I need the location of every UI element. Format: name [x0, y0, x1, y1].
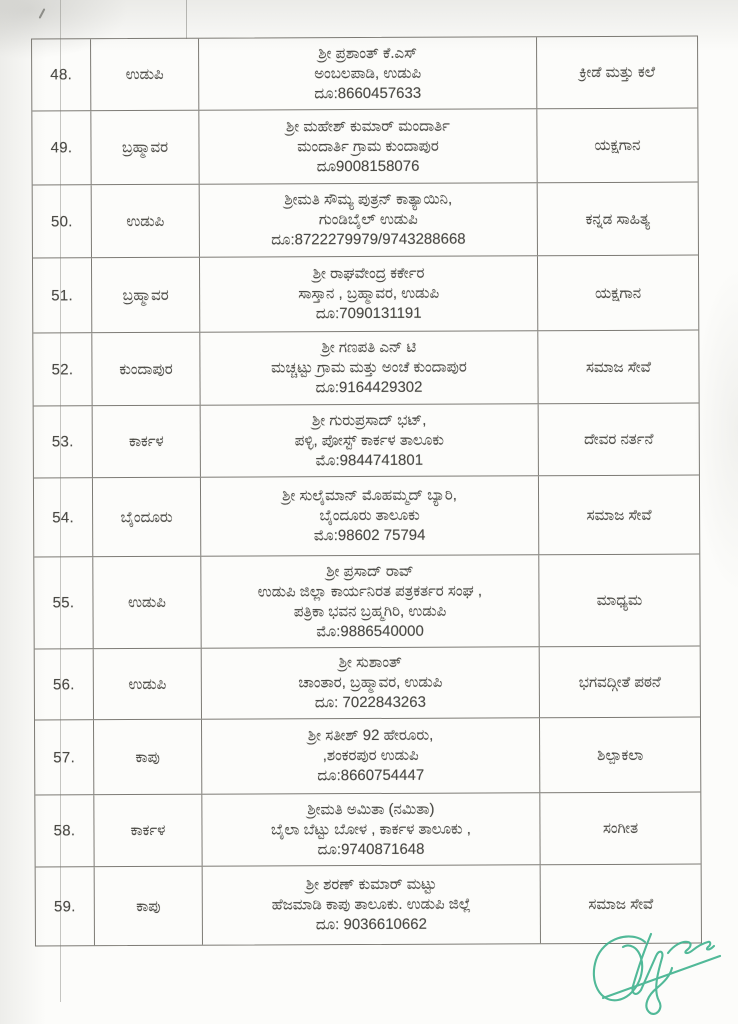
person-name: ಶ್ರೀ ಶರಣ್ ಕುಮಾರ್ ಮಟ್ಟು — [305, 875, 437, 894]
address-line: ಪತ್ರಿಕಾ ಭವನ ಬ್ರಹ್ಮಗಿರಿ, ಉಡುಪಿ — [293, 602, 447, 620]
details-cell — [199, 109, 537, 183]
table-row — [34, 555, 699, 650]
phone-line: ದೂ: 7022843263 — [314, 693, 426, 712]
serial-number-cell: 58. — [35, 795, 94, 866]
category-cell: ಕನ್ನಡ ಸಾಹಿತ್ಯ — [585, 210, 651, 228]
serial-number-cell: 48. — [32, 39, 91, 110]
address-line: ಬೈಂದೂರು ತಾಲೂಕು — [319, 506, 420, 525]
details-cell — [202, 647, 540, 718]
table-row — [35, 718, 700, 796]
details-cell — [201, 555, 539, 647]
address-line: ಮಚ್ಚಟ್ಟು ಗ್ರಾಮ ಮತ್ತು ಅಂಚೆ ಕುಂದಾಪುರ — [271, 358, 467, 377]
taluk-cell: ಉಡುಪಿ — [93, 557, 201, 648]
address-line: ,ಶಂಕರಪುರ ಉಡುಪಿ — [322, 746, 419, 765]
phone-line: ದೂ:8722279979/9743288668 — [271, 230, 466, 249]
person-name: ಶ್ರೀಮತಿ ಅಮಿತಾ (ನಮಿತಾ) — [307, 800, 435, 818]
address-line: ಸಾಸ್ತಾನ , ಬ್ರಹ್ಮಾವರ, ಉಡುಪಿ — [298, 284, 440, 303]
category-cell: ಮಾಧ್ಯಮ — [596, 591, 643, 609]
table-row — [33, 183, 698, 259]
person-name: ಶ್ರೀಮತಿ ಸೌಮ್ಯ ಪುತ್ರನ್ ಕಾತ್ಯಾಯಿನಿ, — [284, 190, 453, 209]
taluk-cell: ಕುಂದಾಪುರ — [92, 333, 200, 405]
phone-line: ದೂ9008158076 — [316, 157, 420, 175]
phone-line: ಮೊ:98602 75794 — [313, 526, 426, 545]
table-row — [34, 476, 699, 558]
person-name: ಶ್ರೀ ಗಣಪತಿ ಎನ್ ಟಿ — [321, 338, 417, 357]
details-cell — [203, 865, 541, 944]
phone-line: ಮೊ:9886540000 — [316, 622, 424, 640]
details-cell — [200, 331, 538, 404]
person-name: ಶ್ರೀ ಗುರುಪ್ರಸಾದ್ ಭಟ್, — [311, 411, 427, 429]
serial-number-cell: 56. — [35, 649, 94, 719]
taluk-cell: ಕಾರ್ಕಳ — [94, 795, 202, 866]
address-line: ಗುಂಡಿಬೈಲ್ ಉಡುಪಿ — [318, 210, 418, 229]
taluk-cell: ಕಾರ್ಕಳ — [93, 406, 201, 477]
person-name: ಶ್ರೀ ಸತೀಶ್ 92 ಹೇರೂರು, — [307, 726, 434, 745]
person-name: ಶ್ರೀ ಸುಶಾಂತ್ — [338, 653, 402, 672]
taluk-cell: ಬ್ರಹ್ಮಾವರ — [92, 258, 200, 332]
serial-number-cell: 53. — [34, 406, 93, 477]
details-cell — [199, 37, 537, 109]
phone-line: ದೂ:7090131191 — [315, 304, 422, 323]
person-name: ಶ್ರೀ ಸುಲೈಮಾನ್ ಮೊಹಮ್ಮದ್ ಬ್ಯಾರಿ, — [282, 486, 457, 505]
person-name: ಶ್ರೀ ರಾಘವೇಂದ್ರ ಕರ್ಕೇರ — [312, 264, 425, 283]
address-line: ಅಂಬಲಪಾಡಿ, ಉಡುಪಿ — [314, 64, 422, 82]
serial-number-cell: 55. — [34, 557, 93, 648]
category-cell: ಯಕ್ಷಗಾನ — [595, 284, 642, 302]
taluk-cell: ಉಡುಪಿ — [92, 185, 200, 257]
signature — [583, 916, 733, 1020]
taluk-cell: ಉಡುಪಿ — [94, 649, 202, 719]
table-row — [33, 331, 698, 407]
address-line: ಹೆಜಮಾಡಿ ಕಾಪು ತಾಲೂಕು. ಉಡುಪಿ ಜಿಲ್ಲೆ — [271, 895, 471, 914]
person-name: ಶ್ರೀ ಮಹೇಶ್ ಕುಮಾರ್ ಮಂದಾರ್ತಿ — [285, 117, 450, 135]
serial-number-cell: 50. — [33, 185, 92, 257]
details-cell — [201, 476, 539, 555]
taluk-cell: ಬೈಂದೂರು — [93, 478, 201, 556]
details-cell — [202, 718, 540, 793]
address-line: ಬೈಲಾ ಬೆಟ್ಟು ಬೋಳ , ಕಾರ್ಕಳ ತಾಲೂಕು , — [271, 820, 471, 838]
phone-line: ದೂ: 9036610662 — [315, 915, 427, 934]
taluk-cell: ಬ್ರಹ್ಮಾವರ — [91, 111, 199, 184]
details-cell — [200, 256, 538, 331]
category-cell: ಸಂಗೀತ — [602, 819, 639, 837]
address-line: ಪಳ್ಳಿ, ಪೋಸ್ಟ್ ಕಾರ್ಕಳ ತಾಲೂಕು — [294, 431, 444, 449]
table-row — [33, 256, 698, 334]
phone-line: ದೂ:8660457633 — [314, 84, 422, 102]
address-line: ಚಾಂತಾರ, ಬ್ರಹ್ಮಾವರ, ಉಡುಪಿ — [298, 673, 443, 692]
serial-number-cell: 54. — [34, 478, 93, 556]
phone-line: ದೂ:9164429302 — [315, 378, 423, 397]
category-cell: ದೇವರ ನರ್ತನೆ — [584, 430, 654, 449]
person-name: ಶ್ರೀ ಪ್ರಸಾದ್ ರಾವ್ — [326, 562, 414, 580]
serial-number-cell: 51. — [33, 258, 92, 332]
category-cell: ಸಮಾಜ ಸೇವೆ — [586, 506, 652, 524]
taluk-cell: ಕಾಪು — [95, 867, 203, 945]
registry-table — [31, 36, 702, 947]
category-cell: ಶಿಲ್ಪಾಕಲಾ — [597, 746, 644, 764]
details-cell — [202, 793, 540, 865]
phone-line: ಮೊ:9844741801 — [315, 451, 424, 469]
table-row — [34, 404, 699, 479]
category-cell: ಯಕ್ಷಗಾನ — [594, 136, 641, 155]
serial-number-cell: 59. — [36, 867, 95, 945]
signature-stroke-tail — [668, 942, 714, 953]
serial-number-cell: 49. — [32, 111, 91, 184]
serial-number-cell: 57. — [35, 720, 94, 794]
serial-number-cell: 52. — [33, 333, 92, 405]
taluk-cell: ಕಾಪು — [94, 720, 202, 794]
phone-line: ದೂ:8660754447 — [317, 766, 425, 785]
scan-artifact-column-line — [186, 0, 187, 39]
category-cell: ಭಗವದ್ಗೀತೆ ಪಠನೆ — [578, 673, 661, 691]
person-name: ಶ್ರೀ ಪ್ರಶಾಂತ್ ಕೆ.ಎಸ್ — [318, 44, 418, 62]
table-row — [35, 793, 700, 868]
address-line: ಮಂದಾರ್ತಿ ಗ್ರಾಮ ಕುಂದಾಪುರ — [297, 137, 439, 155]
address-line: ಉಡುಪಿ ಜಿಲ್ಲಾ ಕಾರ್ಯನಿರತ ಪತ್ರಕರ್ತರ ಸಂಘ , — [257, 581, 483, 600]
table-row — [35, 647, 700, 721]
details-cell — [200, 183, 538, 256]
pen-tick-mark — [39, 8, 46, 19]
category-cell: ಕ್ರೀಡೆ ಮತ್ತು ಕಲೆ — [579, 63, 656, 82]
table-row — [32, 109, 697, 186]
taluk-cell: ಉಡುಪಿ — [91, 39, 199, 110]
category-cell: ಸಮಾಜ ಸೇವೆ — [585, 358, 651, 376]
phone-line: ದೂ:9740871648 — [317, 840, 425, 858]
signature-stroke-letters — [633, 934, 672, 1014]
table-row — [32, 37, 697, 112]
details-cell — [201, 404, 539, 476]
category-cell: ಸಮಾಜ ಸೇವೆ — [588, 895, 654, 913]
